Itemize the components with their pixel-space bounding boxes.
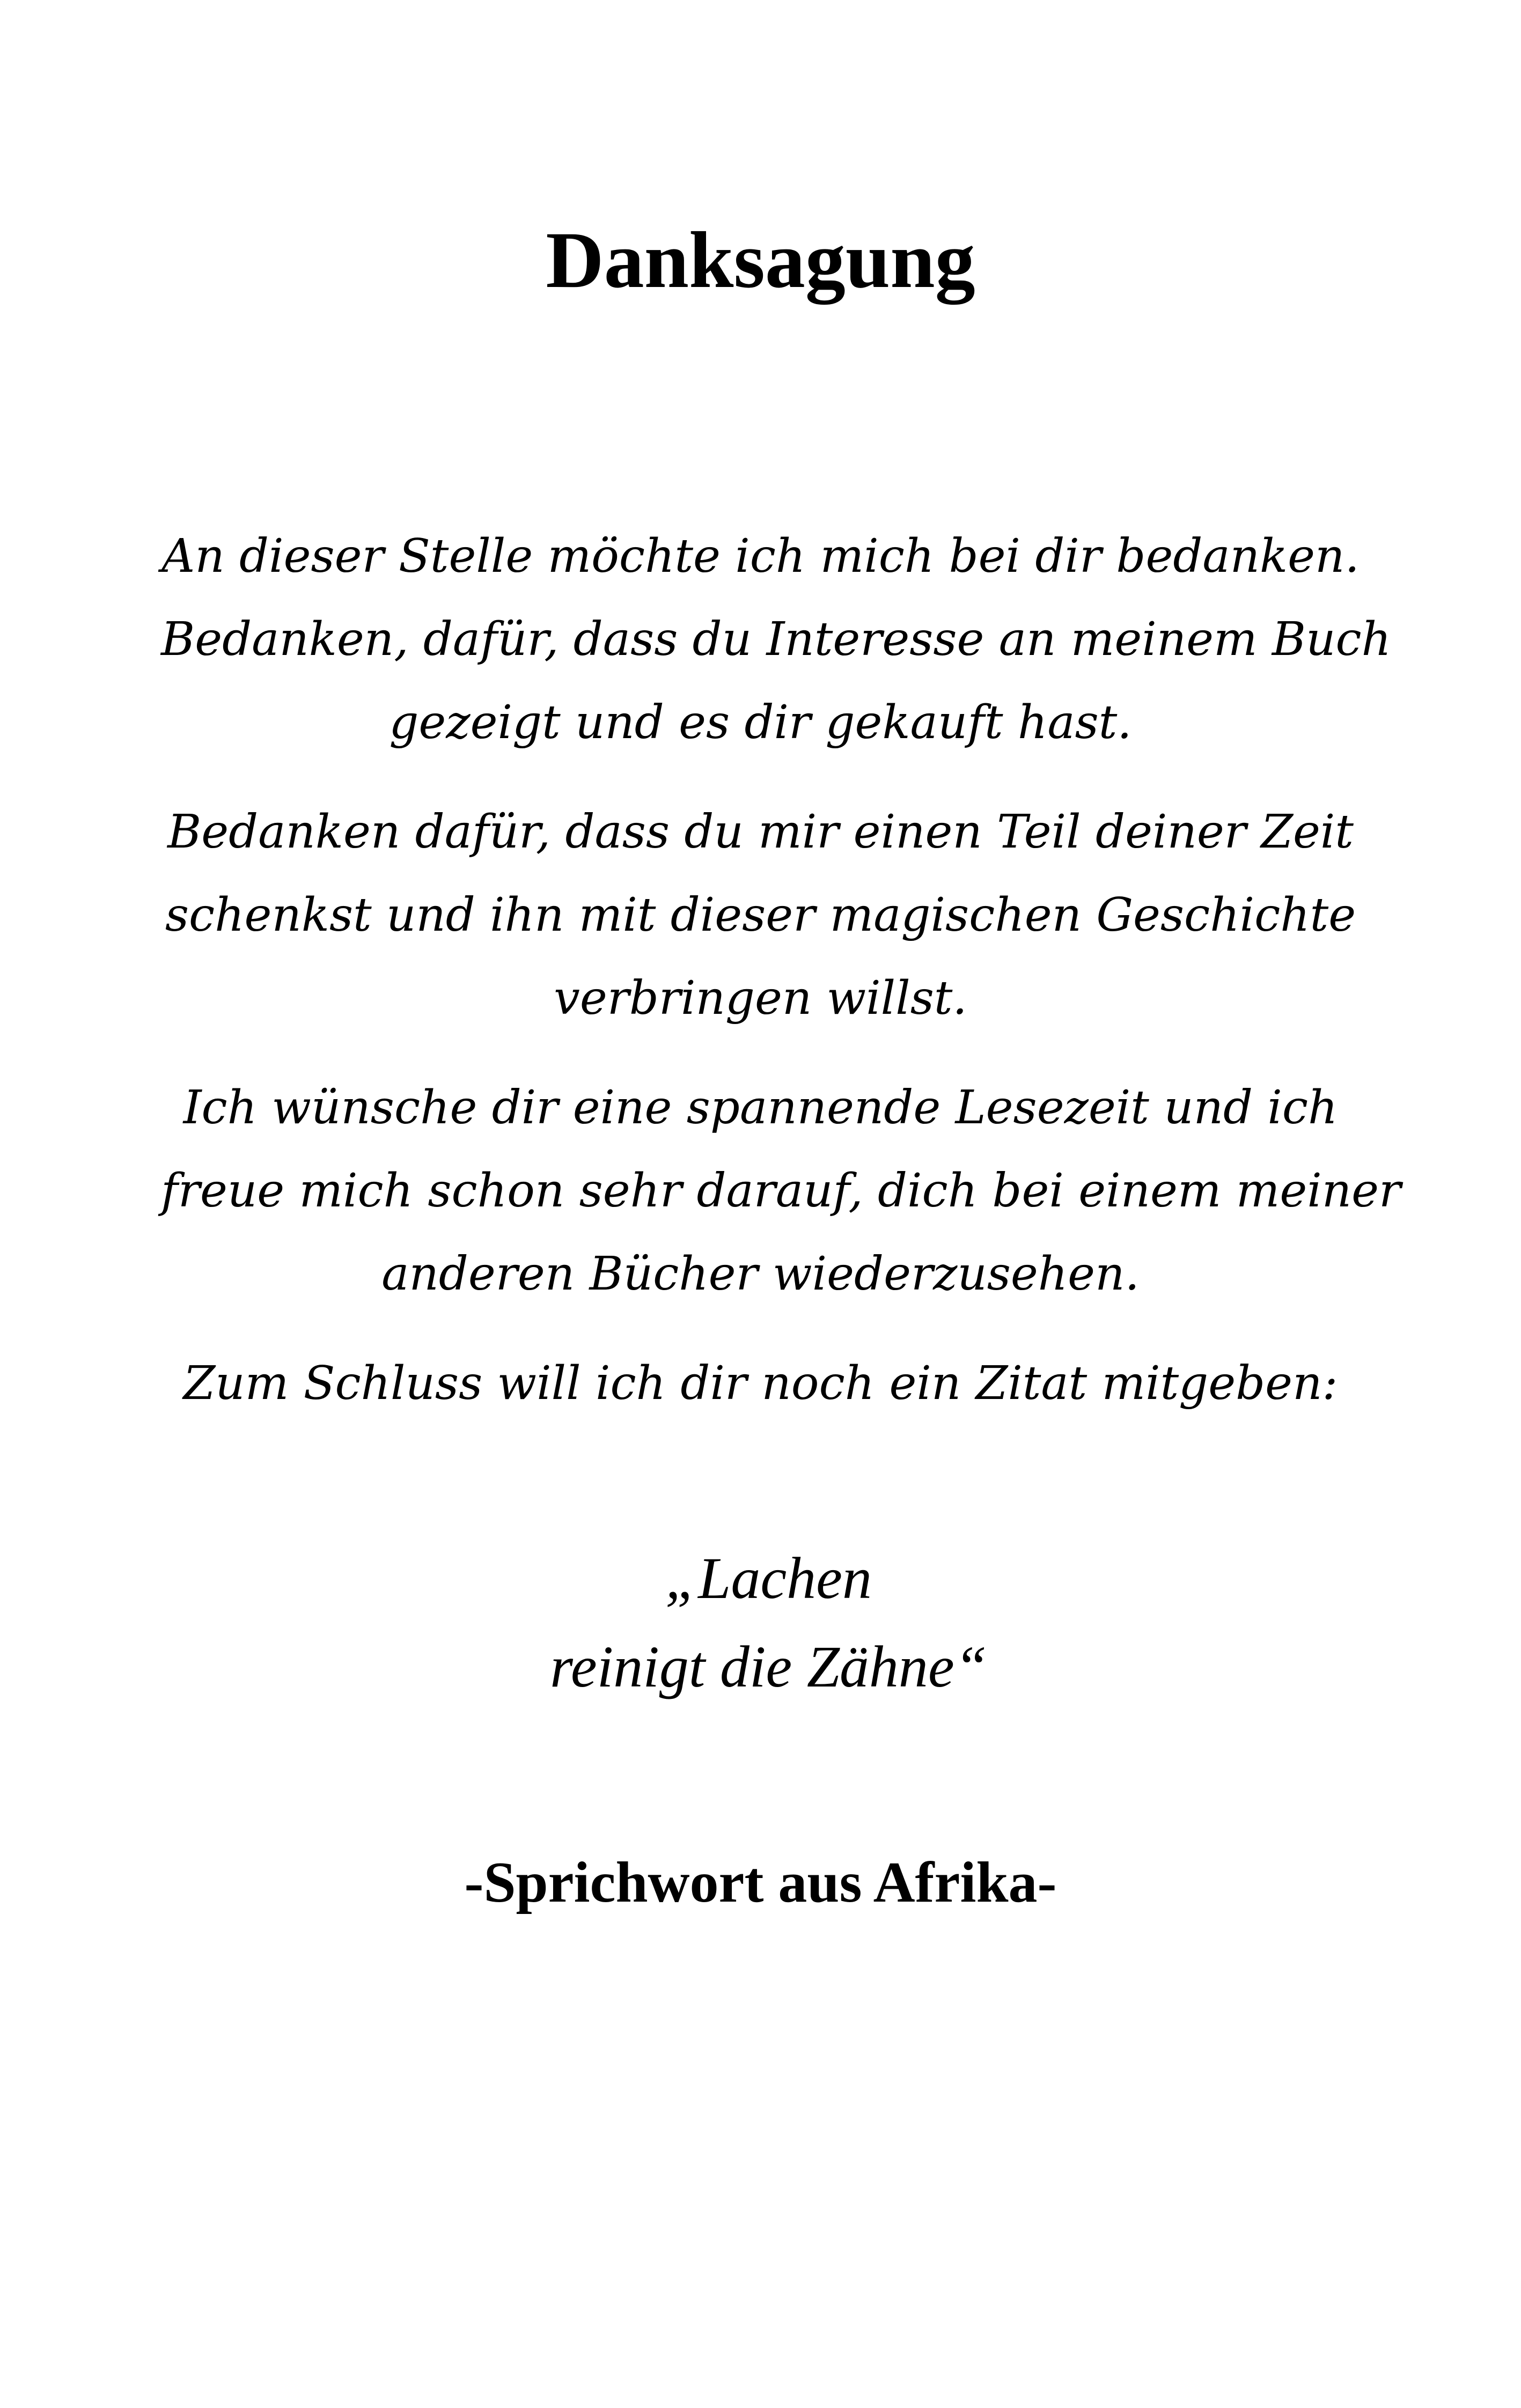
text-line: verbringen willst. xyxy=(554,971,967,1025)
quote-source: -Sprichwort aus Afrika- xyxy=(464,1851,1057,1914)
quote-line: reinigt die Zähne“ xyxy=(550,1634,987,1699)
text-line: Bedanken dafür, dass du mir einen Teil deiner Zeit xyxy=(167,805,1354,859)
paragraph-quote-intro xyxy=(161,1342,1360,1425)
quote-line: „Lachen xyxy=(665,1545,872,1611)
paragraph-thanks xyxy=(161,515,1392,764)
text-line: Bedanken, dafür, dass du Interesse an meinem Buch xyxy=(161,613,1392,666)
text-line: An dieser Stelle möchte ich mich bei dir bedanken. xyxy=(161,529,1360,583)
text-line: freue mich schon sehr darauf, dich bei einem meiner xyxy=(161,1164,1401,1218)
quote xyxy=(0,1534,1521,1711)
text-line: Ich wünsche dir eine spannende Lesezeit und ich xyxy=(183,1081,1338,1135)
text-line: gezeigt und es dir gekauft hast. xyxy=(389,696,1132,749)
page-title: Danksagung xyxy=(546,216,975,305)
acknowledgement-text xyxy=(161,515,1401,1452)
text-line: anderen Bücher wiederzusehen. xyxy=(381,1247,1140,1301)
paragraph-time xyxy=(161,791,1360,1040)
text-line: schenkst und ihn mit dieser magischen Geschichte xyxy=(165,888,1356,942)
paragraph-wishes xyxy=(161,1066,1401,1316)
text-line: Zum Schluss will ich dir noch ein Zitat mitgeben: xyxy=(183,1357,1338,1410)
